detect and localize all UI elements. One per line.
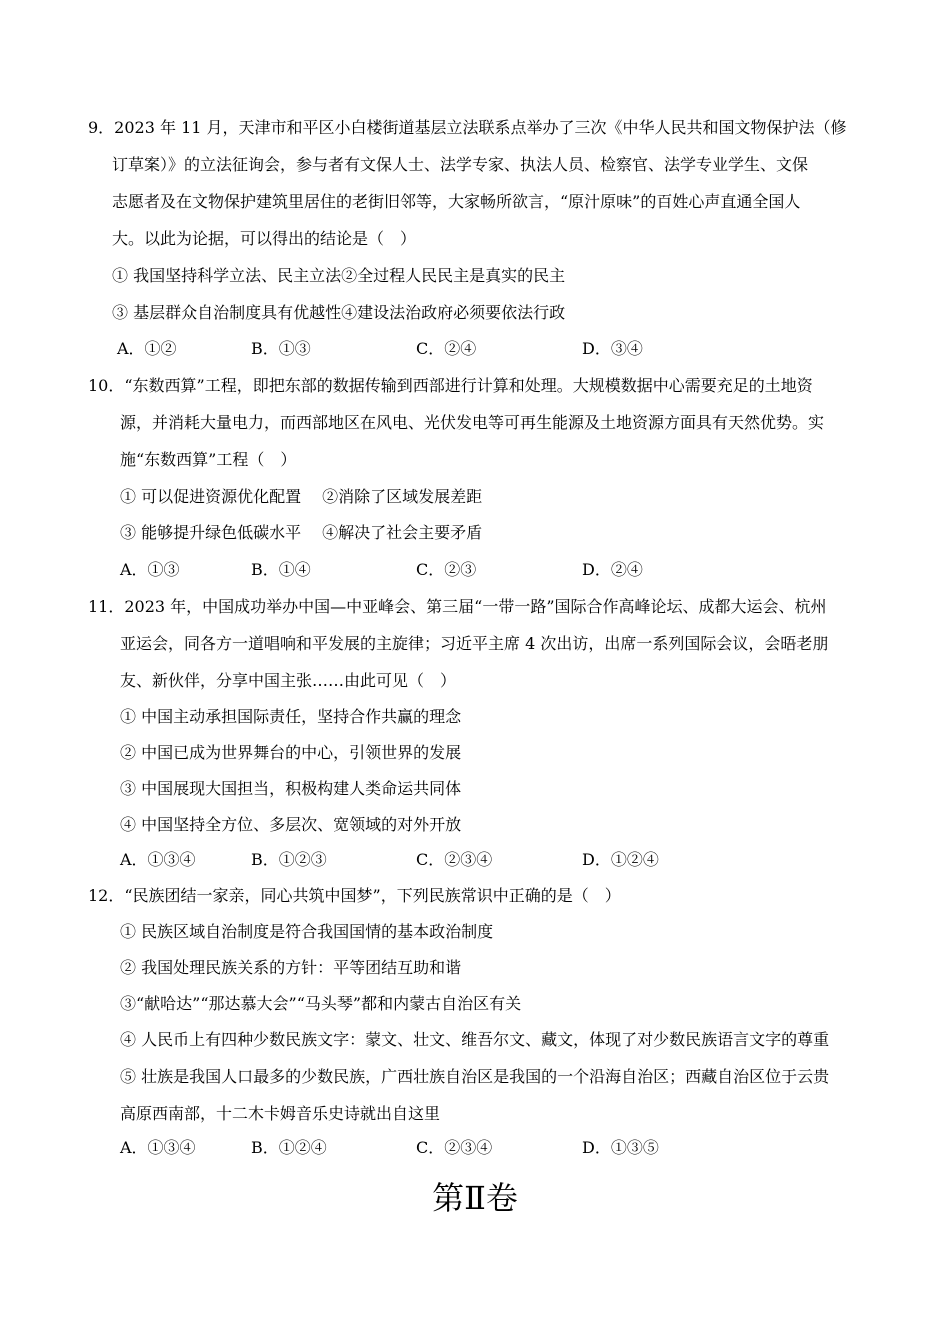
q10-statement-2: ③ 能够提升绿色低碳水平 ④解决了社会主要矛盾 [120,523,483,542]
q10-statement-1: ① 可以促进资源优化配置 ②消除了区域发展差距 [120,487,483,506]
q10-option-b[interactable]: B．①④ [251,560,311,579]
q11-line-3: 友、新伙伴，分享中国主张……由此可见（ ） [120,671,457,690]
q11-statement-3: ③ 中国展现大国担当，积极构建人类命运共同体 [120,779,462,798]
q12-statement-4: ④ 人民币上有四种少数民族文字：蒙文、壮文、维吾尔文、藏文，体现了对少数民族语言文字的尊重 [120,1030,830,1049]
q12-line-1: 12．“民族团结一家亲，同心共筑中国梦”，下列民族常识中正确的是（ ） [88,886,621,905]
q12-option-c[interactable]: C．②③④ [416,1138,493,1157]
q10-option-d[interactable]: D．②④ [582,560,643,579]
q10-option-c[interactable]: C．②③ [416,560,477,579]
q9-option-b[interactable]: B．①③ [251,339,311,358]
q12-statement-5: ⑤ 壮族是我国人口最多的少数民族，广西壮族自治区是我国的一个沿海自治区；西藏自治区位于云贵 [120,1067,830,1086]
q9-option-c[interactable]: C．②④ [416,339,477,358]
q9-line-3: 志愿者及在文物保护建筑里居住的老街旧邻等，大家畅所欲言，“原汁原味”的百姓心声直通全国人 [112,192,801,211]
q12-statement-1: ① 民族区域自治制度是符合我国国情的基本政治制度 [120,922,494,941]
q12-statement-2: ② 我国处理民族关系的方针：平等团结互助和谐 [120,958,462,977]
q9-line-4: 大。以此为论据，可以得出的结论是（ ） [112,229,417,248]
q10-line-1: 10．“东数西算”工程，即把东部的数据传输到西部进行计算和处理。大规模数据中心需要充足的土地资 [88,376,813,395]
q11-option-b[interactable]: B．①②③ [251,850,327,869]
q10-option-a[interactable]: A．①③ [120,560,180,579]
q12-option-a[interactable]: A．①③④ [120,1138,196,1157]
q11-statement-4: ④ 中国坚持全方位、多层次、宽领域的对外开放 [120,815,462,834]
q12-option-d[interactable]: D．①③⑤ [582,1138,659,1157]
q9-line-1: 9．2023 年 11 月，天津市和平区小白楼街道基层立法联系点举办了三次《中华人民共和国文物保护法（修 [88,118,847,137]
q12-option-b[interactable]: B．①②④ [251,1138,327,1157]
q11-option-a[interactable]: A．①③④ [120,850,196,869]
q11-option-d[interactable]: D．①②④ [582,850,659,869]
part-two-title: 第Ⅱ卷 [432,1179,518,1217]
q11-option-c[interactable]: C．②③④ [416,850,493,869]
q11-line-1: 11．2023 年，中国成功举办中国—中亚峰会、第三届“一带一路”国际合作高峰论坛、成都大运会、杭州 [88,597,827,616]
q9-statement-2: ③ 基层群众自治制度具有优越性④建设法治政府必须要依法行政 [112,303,566,322]
q12-statement-5-cont: 高原西南部，十二木卡姆音乐史诗就出自这里 [120,1104,441,1123]
q10-line-2: 源，并消耗大量电力，而西部地区在风电、光伏发电等可再生能源及土地资源方面具有天然优势。实 [120,413,825,432]
q11-statement-1: ① 中国主动承担国际责任，坚持合作共赢的理念 [120,707,462,726]
q10-line-3: 施“东数西算”工程（ ） [120,450,297,469]
q9-statement-1: ① 我国坚持科学立法、民主立法②全过程人民民主是真实的民主 [112,266,566,285]
q11-statement-2: ② 中国已成为世界舞台的中心，引领世界的发展 [120,743,462,762]
q9-option-d[interactable]: D．③④ [582,339,643,358]
q9-line-2: 订草案）》的立法征询会，参与者有文保人士、法学专家、执法人员、检察官、法学专业学生、文保 [112,155,809,174]
q9-option-a[interactable]: A．①② [117,339,177,358]
q12-statement-3: ③“献哈达”“那达慕大会”“马头琴”都和内蒙古自治区有关 [120,994,522,1013]
q11-line-2: 亚运会，同各方一道唱响和平发展的主旋律；习近平主席 4 次出访，出席一系列国际会议，会晤老朋 [120,634,829,653]
